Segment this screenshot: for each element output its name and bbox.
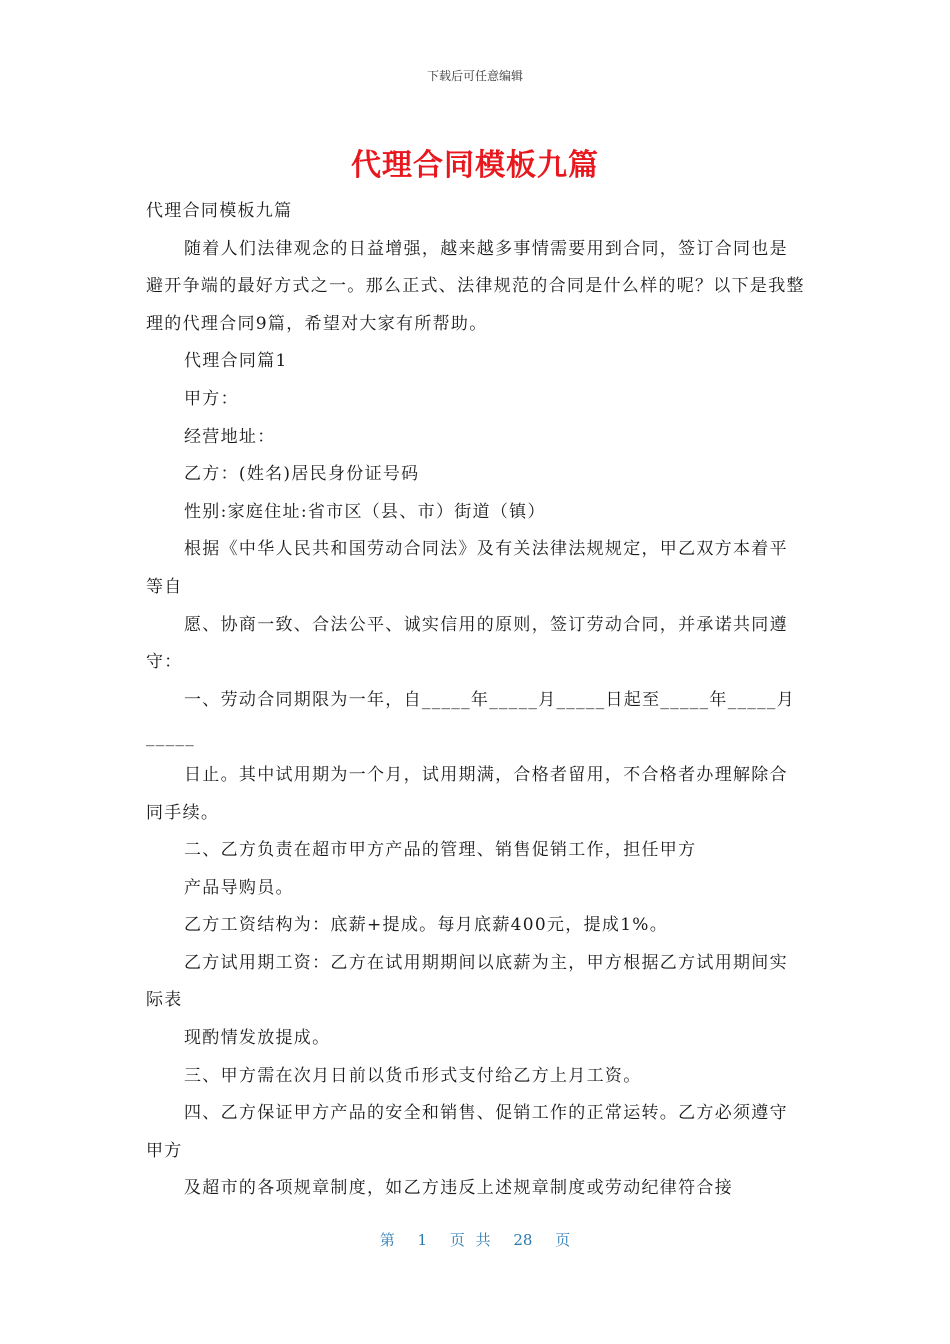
- document-body: [146, 193, 806, 1208]
- paragraph: 根据《中华人民共和国劳动合同法》及有关法律法规规定，甲乙双方本着平等自: [146, 539, 788, 597]
- footer-page-number: 1: [417, 1231, 428, 1249]
- page-footer: [0, 1229, 950, 1250]
- party-b-line: 乙方：(姓名)居民身份证号码: [184, 464, 420, 485]
- clause-2: 二、乙方负责在超市甲方产品的管理、销售促销工作，担任甲方: [184, 840, 697, 861]
- paragraph: 愿、协商一致、合法公平、诚实信用的原则，签订劳动合同，并承诺共同遵守：: [146, 614, 788, 673]
- paragraph: 产品导购员。: [184, 877, 294, 898]
- header-note: 下载后可任意编辑: [426, 69, 523, 83]
- party-a-line: 甲方：: [184, 388, 239, 409]
- paragraph: 现酌情发放提成。: [184, 1028, 331, 1049]
- gender-address-line: 性别:家庭住址:省市区（县、市）街道（镇）: [184, 501, 546, 522]
- clause-1: 一、劳动合同期限为一年，自_____年_____月_____日起至_____年_____月_____: [146, 689, 795, 748]
- paragraph: 乙方试用期工资：乙方在试用期期间以底薪为主，甲方根据乙方试用期间实际表: [146, 952, 788, 1011]
- document-title: 代理合同模板九篇: [351, 148, 599, 183]
- footer-prefix: 第: [379, 1231, 395, 1249]
- footer-suffix: 页: [555, 1231, 571, 1249]
- clause-4: 四、乙方保证甲方产品的安全和销售、促销工作的正常运转。乙方必须遵守甲方: [146, 1103, 788, 1161]
- footer-total-pages: 28: [513, 1231, 533, 1249]
- paragraph: 日止。其中试用期为一个月，试用期满，合格者留用，不合格者办理解除合同手续。: [146, 764, 788, 823]
- paragraph: 乙方工资结构为：底薪+提成。每月底薪400元，提成1%。: [184, 915, 669, 936]
- clause-3: 三、甲方需在次月日前以货币形式支付给乙方上月工资。: [184, 1065, 642, 1086]
- subtitle-line: 代理合同模板九篇: [146, 201, 293, 221]
- intro-paragraph: 随着人们法律观念的日益增强，越来越多事情需要用到合同，签订合同也是避开争端的最好方式之一。那么正式、法律规范的合同是什么样的呢？以下是我整理的代理合同9篇，希望对大家有所帮助。: [146, 238, 805, 334]
- business-address-line: 经营地址：: [184, 426, 276, 447]
- paragraph: 及超市的各项规章制度，如乙方违反上述规章制度或劳动纪律符合接: [184, 1178, 733, 1199]
- footer-middle: 页 共: [449, 1231, 491, 1249]
- section-heading: 代理合同篇1: [184, 351, 288, 372]
